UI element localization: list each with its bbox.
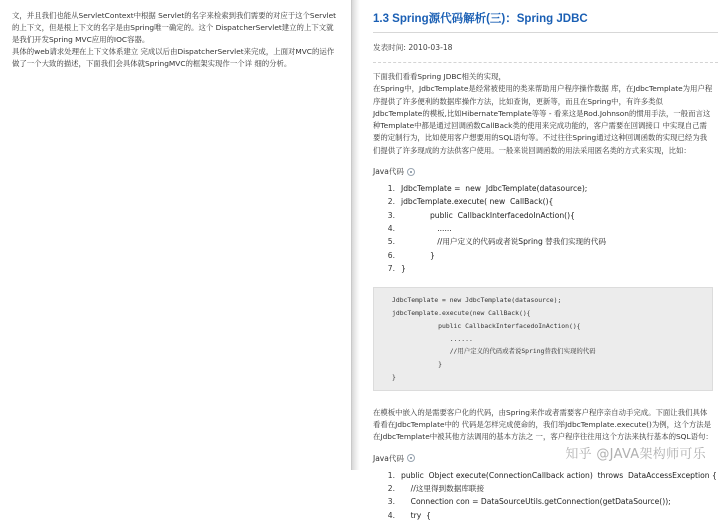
- code-caption-1: [373, 166, 712, 177]
- code-line: 6. }: [387, 250, 435, 260]
- paragraph-2: 在模板中嵌入的是需要客户化的代码，由Spring来作或者需要客户程序亲自动手完成。下面让我们具体看看在JdbcTemplate中的 代码是怎样完成使命的，我们举JdbcTemplate.execute()为例，这个方法是在JdbcTemplate中被其他方法调用的基本方法之 一，客户程序往往用这个方法来执行基本的SQL语句：: [373, 407, 713, 442]
- code-line: 7. }: [387, 263, 406, 273]
- article-title[interactable]: 1.3 Spring源代码解析(三)：Spring JDBC: [373, 8, 718, 33]
- code-line: 3. Connection con = DataSourceUtils.getConnection(getDataSource());: [387, 497, 671, 507]
- page-gutter: [352, 0, 360, 470]
- intro-line-1: 下面我们看看Spring JDBC相关的实现，: [373, 72, 506, 81]
- right-page: [360, 0, 720, 520]
- code-block-line: public CallbackInterfacedoInAction(){: [392, 321, 581, 330]
- code-line: 4. ......: [387, 223, 452, 233]
- code-block-line: }: [392, 360, 443, 369]
- left-paragraph-1: 文，并且我们也能从ServletContext中根据 Servlet的名字来检索到我们需要的对应于这个Servlet的上下文，但是根上下文的名字是由Spring唯一确定的。这个 DispatcherServlet建立的上下文就是我们开发Spring MVC应用的IOC容器。: [12, 11, 337, 44]
- left-paragraph-2: 具体的web请求处理在上下文体系建立 完成以后由DispatcherServlet来完成，上面对MVC的运作做了一个大致的描述，下面我们会具体就SpringMVC的框架实现作一个详 细的分析。: [12, 47, 335, 68]
- code-line: 2. jdbcTemplate.execute( new CallBack(){: [387, 197, 554, 207]
- code-line: 3. public CallbackInterfacedoInAction(){: [387, 210, 575, 220]
- code-line: 1. public Object execute(ConnectionCallback action) throws DataAccessException {: [387, 470, 717, 480]
- code-line: 5. //用户定义的代码或者说Spring 替我们实现的代码: [387, 237, 606, 247]
- code-block-line: }: [392, 372, 396, 381]
- code-line: 4. try {: [387, 510, 431, 520]
- intro-text: [373, 71, 713, 157]
- copy-code-icon[interactable]: [407, 454, 415, 462]
- watermark: 知乎 @JAVA架构师可乐: [565, 447, 706, 462]
- code-caption-label: Java代码: [373, 453, 404, 463]
- code-line: 1. JdbcTemplate = new JdbcTemplate(datasource);: [387, 184, 588, 194]
- publish-date: 发表时间: 2010-03-18: [373, 43, 453, 52]
- code-line: 2. //这里得到数据库联接: [387, 483, 485, 493]
- code-caption-label: Java代码: [373, 167, 404, 177]
- intro-paragraph: 在Spring中，JdbcTemplate是经常被使用的类来帮助用户程序操作数据 库，在JdbcTemplate为用户程序提供了许多便利的数据库操作方法，比如查询，更新等，而且在Spring中，有许多类似 JdbcTemplate的模板,比如HibernateTemplate等等 - 看来这是Rod.Johnson的惯用手法，一般而言这种Template中都是通过回调函数CallBack类的使用来完成功能的，客户需要在回调接口 中实现自己需要的定制行为，比如使用客户想要用的SQL语句等。不过往往Spring通过这种回调函数的实现已经为我们提供了许多现成的方法供客户使用。一般来说回调函数的用法采用匿名类的方式来实现，比如：: [373, 84, 713, 155]
- code-block-line: //用户定义的代码或者说Spring替我们实现的代码: [392, 347, 596, 356]
- code-block-line: JdbcTemplate = new JdbcTemplate(datasource);: [392, 296, 562, 305]
- divider: [373, 62, 718, 63]
- copy-code-icon[interactable]: [407, 168, 415, 176]
- code-block-line: jdbcTemplate.execute(new CallBack(){: [392, 308, 531, 317]
- code-block: [373, 287, 713, 391]
- code-block-line: ......: [392, 334, 473, 343]
- code-listing-2: [373, 469, 717, 522]
- code-listing-1: [373, 182, 712, 275]
- left-page: [0, 0, 352, 470]
